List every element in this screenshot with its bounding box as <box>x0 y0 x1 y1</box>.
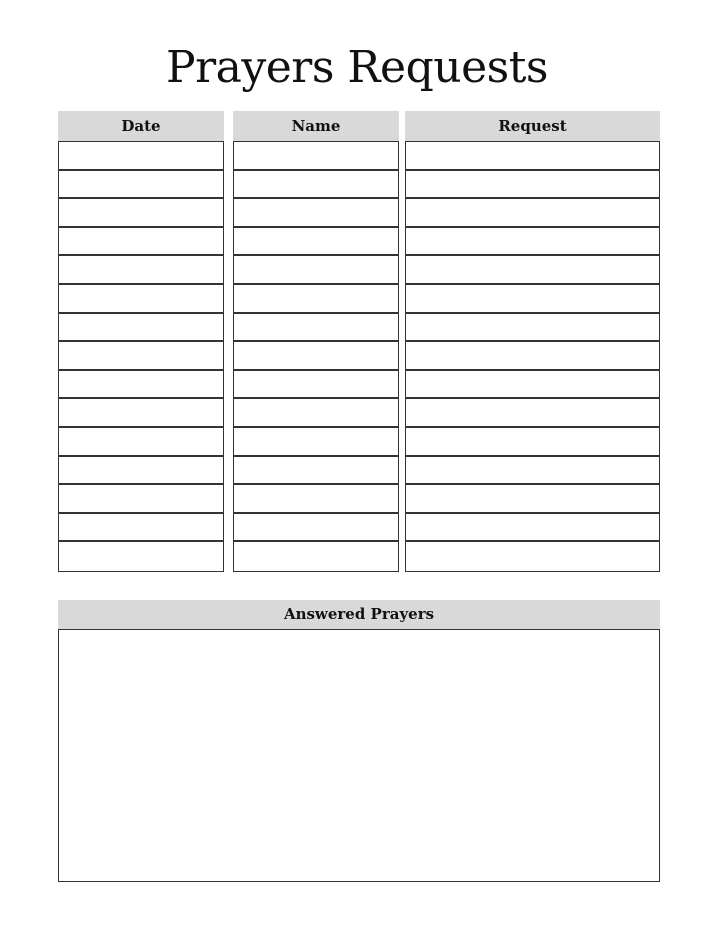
name-column <box>233 111 399 572</box>
table-row-cell[interactable] <box>406 457 659 486</box>
table-row-cell[interactable] <box>406 256 659 285</box>
name-column-header: Name <box>233 111 399 141</box>
table-row-cell[interactable] <box>234 256 398 285</box>
answered-prayers-header: Answered Prayers <box>58 600 660 629</box>
table-row-cell[interactable] <box>59 457 223 486</box>
answered-prayers-box[interactable] <box>58 629 660 882</box>
request-rows <box>405 141 660 572</box>
date-column <box>58 111 224 572</box>
table-row-cell[interactable] <box>234 228 398 257</box>
table-row-cell[interactable] <box>59 199 223 228</box>
table-row-cell[interactable] <box>59 371 223 400</box>
table-row-cell[interactable] <box>406 514 659 543</box>
table-row-cell[interactable] <box>406 485 659 514</box>
table-row-cell[interactable] <box>59 514 223 543</box>
name-rows <box>233 141 399 572</box>
table-row-cell[interactable] <box>234 314 398 343</box>
page-title: Prayers Requests <box>166 42 548 93</box>
table-row-cell[interactable] <box>234 514 398 543</box>
table-row-cell[interactable] <box>406 228 659 257</box>
table-row-cell[interactable] <box>59 142 223 171</box>
table-row-cell[interactable] <box>234 399 398 428</box>
date-rows <box>58 141 224 572</box>
answered-prayers-section <box>58 600 660 882</box>
table-row-cell[interactable] <box>234 371 398 400</box>
table-row-cell[interactable] <box>59 342 223 371</box>
table-row-cell[interactable] <box>406 171 659 200</box>
table-row-cell[interactable] <box>59 314 223 343</box>
table-row-cell[interactable] <box>406 342 659 371</box>
request-column-header: Request <box>405 111 660 141</box>
table-row-cell[interactable] <box>234 199 398 228</box>
table-row-cell[interactable] <box>234 485 398 514</box>
table-row-cell[interactable] <box>59 485 223 514</box>
table-row-cell[interactable] <box>406 371 659 400</box>
table-row-cell[interactable] <box>59 285 223 314</box>
table-row-cell[interactable] <box>59 256 223 285</box>
table-row-cell[interactable] <box>406 285 659 314</box>
table-row-cell[interactable] <box>406 199 659 228</box>
table-row-cell[interactable] <box>234 171 398 200</box>
table-row-cell[interactable] <box>234 542 398 571</box>
table-row-cell[interactable] <box>59 428 223 457</box>
table-row-cell[interactable] <box>234 428 398 457</box>
table-row-cell[interactable] <box>406 542 659 571</box>
table-row-cell[interactable] <box>406 399 659 428</box>
table-row-cell[interactable] <box>59 171 223 200</box>
table-row-cell[interactable] <box>59 399 223 428</box>
date-column-header: Date <box>58 111 224 141</box>
table-row-cell[interactable] <box>59 542 223 571</box>
request-column <box>405 111 660 572</box>
table-row-cell[interactable] <box>234 457 398 486</box>
table-row-cell[interactable] <box>59 228 223 257</box>
table-row-cell[interactable] <box>234 342 398 371</box>
table-row-cell[interactable] <box>406 142 659 171</box>
table-row-cell[interactable] <box>406 428 659 457</box>
table-row-cell[interactable] <box>234 285 398 314</box>
table-row-cell[interactable] <box>234 142 398 171</box>
table-row-cell[interactable] <box>406 314 659 343</box>
